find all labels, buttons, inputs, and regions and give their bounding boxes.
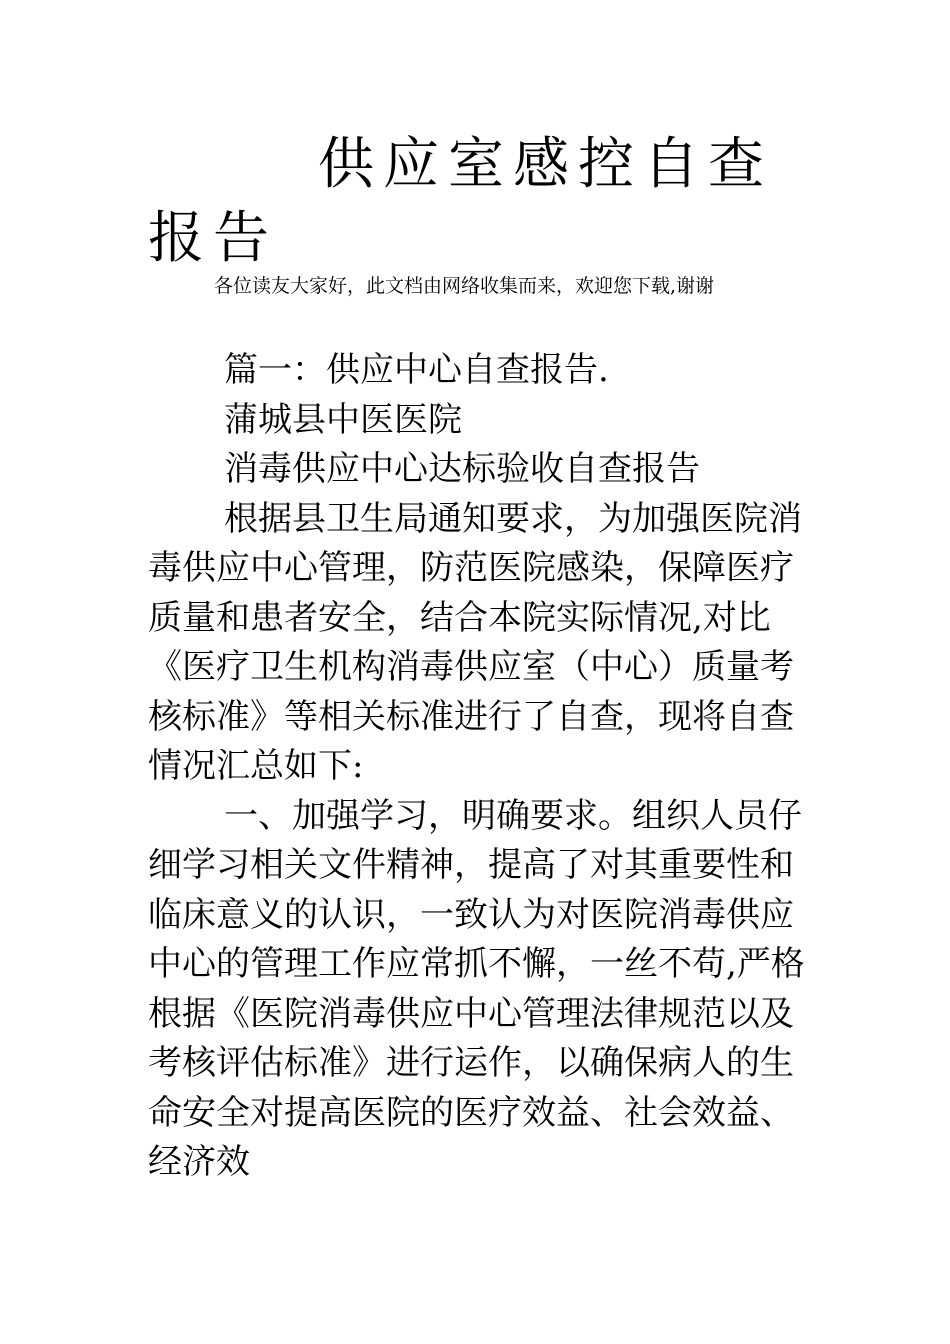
download-notice: 各位读友大家好，此文档由网络收集而来，欢迎您下载,谢谢 <box>214 275 715 297</box>
hospital-name: 蒲城县中医医院 <box>224 399 462 440</box>
report-title: 消毒供应中心达标验收自查报告 <box>224 449 700 489</box>
paragraph-intro: 根据县卫生局通知要求，为加强医院消毒供应中心管理，防范医院感染，保障医疗质量和患者安全，结合本院实际情况,对比《医疗卫生机构消毒供应室（中心）质量考核标准》等相关标准进行了自查，现将自查情况汇总如下: <box>148 498 802 786</box>
section-heading: 篇一：供应中心自查报告. <box>224 350 609 390</box>
document-body <box>148 346 810 1188</box>
paragraph-study: 一、加强学习，明确要求。组织人员仔细学习相关文件精神，提高了对其重要性和临床意义的认识，一致认为对医院消毒供应中心的管理工作应常抓不懈，一丝不苟,严格根据《医院消毒供应中心管理法律规范以及考核评估标准》进行运作，以确保病人的生命安全对提高医院的医疗效益、社会效益、经济效 <box>148 795 805 1182</box>
document-title: 供应室感控自查报告 <box>148 132 773 271</box>
